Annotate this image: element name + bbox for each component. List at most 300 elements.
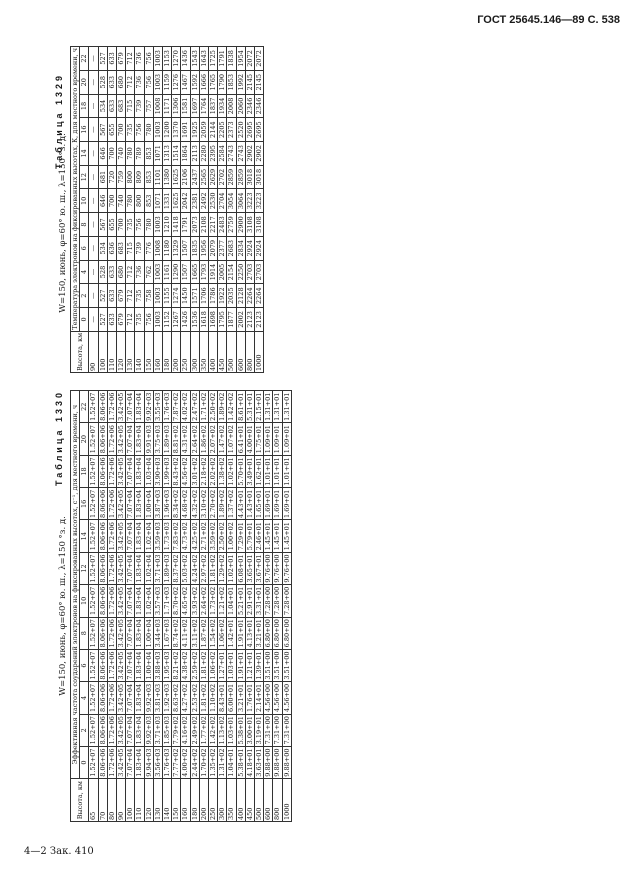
value-cell: 2.47+02 xyxy=(190,391,199,423)
altitude-cell: 350 xyxy=(199,331,208,372)
value-cell: 2106 xyxy=(181,165,190,189)
value-cell: 6.41+01 xyxy=(236,423,245,455)
value-cell: 1313 xyxy=(163,142,172,166)
altitude-header: Высота, км xyxy=(71,331,89,372)
value-cell: 3.11+02 xyxy=(190,617,199,649)
value-cell: 7.87+02 xyxy=(172,391,181,423)
value-cell: 2520 xyxy=(236,118,245,142)
hour-header: 12 xyxy=(80,552,89,584)
table-row xyxy=(163,391,172,822)
value-cell: 1418 xyxy=(172,213,181,237)
value-cell: 1.73+03 xyxy=(163,520,172,552)
value-cell: 2.49+02 xyxy=(190,714,199,746)
value-cell: 715 xyxy=(126,94,135,118)
value-cell: 2702 xyxy=(218,165,227,189)
value-cell: 853 xyxy=(144,165,153,189)
value-cell: 853 xyxy=(144,142,153,166)
value-cell: 1.27+01 xyxy=(218,649,227,681)
value-cell: 1.00+04 xyxy=(144,488,153,520)
value-cell: 6.08+01 xyxy=(236,552,245,584)
table-row xyxy=(264,391,273,822)
value-cell: 1.72+06 xyxy=(107,488,116,520)
hour-header: 20 xyxy=(80,70,89,94)
altitude-cell: 140 xyxy=(163,779,172,822)
value-cell: 1.06+02 xyxy=(209,649,218,681)
value-cell: 1.52+07 xyxy=(89,488,98,520)
value-cell: 1.81+02 xyxy=(199,649,208,681)
value-cell: 1.07+02 xyxy=(227,423,236,455)
value-cell: 1.31+02 xyxy=(218,746,227,778)
value-cell: 4.32+02 xyxy=(190,488,199,520)
table-row xyxy=(282,391,291,822)
value-cell: 679 xyxy=(117,47,126,71)
value-cell: 3223 xyxy=(245,189,254,213)
table-row xyxy=(255,391,264,822)
value-cell: 680 xyxy=(117,260,126,284)
value-cell: 7.28+00 xyxy=(264,585,273,617)
value-cell: 2264 xyxy=(255,284,264,308)
value-cell: 762 xyxy=(144,260,153,284)
value-cell: 1.52+07 xyxy=(89,520,98,552)
value-cell: 2346 xyxy=(245,94,254,118)
value-cell: 1.72+06 xyxy=(107,520,116,552)
value-cell: 736 xyxy=(135,260,144,284)
table-row xyxy=(144,391,153,822)
value-cell: 1.52+07 xyxy=(89,455,98,487)
altitude-cell: 800 xyxy=(245,331,254,372)
value-cell: 1.83+04 xyxy=(135,746,144,778)
value-cell: 1467 xyxy=(181,70,190,94)
hour-header: 8 xyxy=(80,213,89,237)
value-cell: 1592 xyxy=(190,70,199,94)
value-cell: 2145 xyxy=(245,70,254,94)
value-cell: 4.56+02 xyxy=(181,455,190,487)
table-row xyxy=(209,47,218,373)
altitude-cell: 1000 xyxy=(282,779,291,822)
altitude-cell: 250 xyxy=(181,331,190,372)
value-cell: 1370 xyxy=(172,118,181,142)
value-cell: 3.65+01 xyxy=(245,552,254,584)
value-cell: 1.99+03 xyxy=(163,455,172,487)
value-cell: 1.89+02 xyxy=(218,488,227,520)
hour-header: 0 xyxy=(80,308,89,332)
value-cell: 5.70+01 xyxy=(236,455,245,487)
value-cell: 735 xyxy=(126,213,135,237)
value-cell: 1625 xyxy=(172,189,181,213)
value-cell: 780 xyxy=(144,118,153,142)
value-cell: 853 xyxy=(144,189,153,213)
value-cell: 789 xyxy=(135,142,144,166)
value-cell: 3.81+03 xyxy=(153,682,162,714)
value-cell: 9.94+03 xyxy=(144,746,153,778)
hour-header: 12 xyxy=(80,165,89,189)
value-cell: 3223 xyxy=(255,189,264,213)
altitude-cell: 400 xyxy=(236,779,245,822)
value-cell: 2.14+01 xyxy=(255,682,264,714)
value-cell: 1003 xyxy=(153,118,162,142)
hour-header: 6 xyxy=(80,649,89,681)
value-cell: 3.10+02 xyxy=(199,488,208,520)
value-cell: 2113 xyxy=(190,142,199,166)
value-cell: 1507 xyxy=(181,236,190,260)
value-cell: 3.57+03 xyxy=(153,585,162,617)
value-cell: 528 xyxy=(98,260,107,284)
value-cell: 1003 xyxy=(153,284,162,308)
data-table xyxy=(70,46,264,373)
value-cell: 2123 xyxy=(255,308,264,332)
value-cell: 9.88+00 xyxy=(282,746,291,778)
value-cell: 1.31+01 xyxy=(273,391,282,423)
value-cell: 1331 xyxy=(163,189,172,213)
table-row xyxy=(218,47,227,373)
value-cell: 3.71+03 xyxy=(153,714,162,746)
value-cell: 2145 xyxy=(255,70,264,94)
table-row xyxy=(126,391,135,822)
hour-header: 4 xyxy=(80,682,89,714)
page-footer: 4—2 Зак. 410 xyxy=(24,846,94,857)
table-row xyxy=(245,391,254,822)
value-cell: 736 xyxy=(135,47,144,71)
value-cell: 2395 xyxy=(209,142,218,166)
hour-header: 14 xyxy=(80,520,89,552)
table-row xyxy=(89,391,98,822)
value-cell: 1992 xyxy=(236,70,245,94)
value-cell: 4.56+00 xyxy=(282,682,291,714)
value-cell: 7.07+04 xyxy=(126,552,135,584)
value-cell: 1.35+02 xyxy=(209,746,218,778)
value-cell: 1.31+01 xyxy=(264,391,273,423)
value-cell: 3.59+03 xyxy=(153,520,162,552)
value-cell: 1536 xyxy=(190,308,199,332)
value-cell: 700 xyxy=(117,118,126,142)
table-1329 xyxy=(54,48,568,373)
value-cell: 2900 xyxy=(236,213,245,237)
value-cell: 3.21+01 xyxy=(236,682,245,714)
table-row xyxy=(218,391,227,822)
altitude-cell: 450 xyxy=(218,331,227,372)
value-cell: 9.92+03 xyxy=(144,714,153,746)
value-cell: 1581 xyxy=(181,94,190,118)
value-cell: 2035 xyxy=(227,284,236,308)
value-cell: 2.50+02 xyxy=(209,391,218,423)
value-cell: 527 xyxy=(98,47,107,71)
value-cell: 780 xyxy=(144,213,153,237)
value-cell: 2492 xyxy=(199,189,208,213)
value-cell: 1267 xyxy=(172,308,181,332)
value-cell: 700 xyxy=(107,189,116,213)
value-cell: 8.21+02 xyxy=(172,649,181,681)
value-cell: 2217 xyxy=(209,213,218,237)
value-cell: 4.43+01 xyxy=(236,488,245,520)
value-cell: 700 xyxy=(107,142,116,166)
value-cell: 1.72+06 xyxy=(107,746,116,778)
value-cell: 8.06+06 xyxy=(98,682,107,714)
value-cell: 1643 xyxy=(199,47,208,71)
value-cell: 3.00+01 xyxy=(245,714,254,746)
value-cell: 3.75+03 xyxy=(153,423,162,455)
value-cell: 3.51+00 xyxy=(273,649,282,681)
hour-header: 22 xyxy=(80,391,89,423)
altitude-cell: 65 xyxy=(89,779,98,822)
value-cell: 1200 xyxy=(163,118,172,142)
value-cell: 712 xyxy=(126,70,135,94)
hour-header: 10 xyxy=(80,189,89,213)
table-row xyxy=(172,47,181,373)
value-cell: 633 xyxy=(107,284,116,308)
value-cell: 1.73+02 xyxy=(209,585,218,617)
value-cell: 1.76+03 xyxy=(163,746,172,778)
value-cell: 1.72+06 xyxy=(107,617,116,649)
value-cell: 1274 xyxy=(172,284,181,308)
value-cell: 2144 xyxy=(209,118,218,142)
value-cell: 1003 xyxy=(153,260,162,284)
value-cell: 2.02+02 xyxy=(209,455,218,487)
value-cell: 1276 xyxy=(172,70,181,94)
value-cell: 1.52+07 xyxy=(89,585,98,617)
altitude-header: Высота, км xyxy=(71,779,89,822)
value-cell: 3.42+05 xyxy=(117,423,126,455)
value-cell: 1.83+04 xyxy=(135,649,144,681)
value-cell: 633 xyxy=(107,308,116,332)
value-cell: — xyxy=(89,213,98,237)
altitude-cell: 200 xyxy=(172,331,181,372)
value-cell: 1838 xyxy=(227,47,236,71)
table-row xyxy=(181,47,190,373)
value-cell: 1697 xyxy=(190,94,199,118)
hour-header: 8 xyxy=(80,617,89,649)
value-cell: 1.52+07 xyxy=(89,714,98,746)
table-row xyxy=(199,47,208,373)
value-cell: 2.91+01 xyxy=(245,585,254,617)
value-cell: 9.88+00 xyxy=(264,746,273,778)
value-cell: 1.77+02 xyxy=(199,714,208,746)
table-caption: W=150, июнь, φ=60° ю. ш., λ=150 °з. д. xyxy=(58,133,68,313)
value-cell: 1.02+01 xyxy=(227,455,236,487)
value-cell: 2.64+02 xyxy=(199,585,208,617)
value-cell: 1.83+04 xyxy=(135,714,144,746)
value-cell: 800 xyxy=(135,189,144,213)
value-cell: 1.72+06 xyxy=(107,455,116,487)
value-cell: 1003 xyxy=(153,213,162,237)
value-cell: 3.51+00 xyxy=(264,649,273,681)
value-cell: 9.76+00 xyxy=(282,552,291,584)
value-cell: 3064 xyxy=(236,189,245,213)
value-cell: 2346 xyxy=(255,94,264,118)
value-cell: 740 xyxy=(117,189,126,213)
value-cell: 1.39+01 xyxy=(255,649,264,681)
value-cell: 3.42+05 xyxy=(117,649,126,681)
altitude-cell: 1000 xyxy=(255,331,264,372)
value-cell: 9.91+03 xyxy=(144,423,153,455)
value-cell: 1.89+02 xyxy=(218,391,227,423)
value-cell: 1925 xyxy=(190,118,199,142)
value-cell: 1507 xyxy=(181,260,190,284)
altitude-cell: 500 xyxy=(227,331,236,372)
value-cell: 528 xyxy=(98,70,107,94)
value-cell: 712 xyxy=(126,47,135,71)
value-cell: 2002 xyxy=(236,308,245,332)
value-cell: 1786 xyxy=(209,284,218,308)
value-cell: 2205 xyxy=(218,118,227,142)
value-cell: 1003 xyxy=(153,70,162,94)
value-cell: 2834 xyxy=(236,236,245,260)
hour-header: 4 xyxy=(80,260,89,284)
value-cell: 8.06+06 xyxy=(98,552,107,584)
value-cell: 735 xyxy=(135,308,144,332)
value-cell: 679 xyxy=(117,284,126,308)
value-cell: 4.65+02 xyxy=(181,585,190,617)
value-cell: — xyxy=(89,118,98,142)
value-cell: 4.11+02 xyxy=(181,617,190,649)
value-cell: 633 xyxy=(107,70,116,94)
value-cell: 1.43+01 xyxy=(245,488,254,520)
value-cell: 8.06+06 xyxy=(98,520,107,552)
table-row xyxy=(209,391,218,822)
value-cell: 1003 xyxy=(153,47,162,71)
value-cell: 756 xyxy=(135,213,144,237)
value-cell: 735 xyxy=(135,284,144,308)
value-cell: 1793 xyxy=(199,260,208,284)
value-cell: 3.42+05 xyxy=(117,585,126,617)
value-cell: 1.91+01 xyxy=(236,649,245,681)
altitude-cell: 180 xyxy=(163,331,172,372)
value-cell: 9.92+03 xyxy=(144,391,153,423)
value-cell: 681 xyxy=(98,165,107,189)
hour-header: 16 xyxy=(80,488,89,520)
value-cell: 636 xyxy=(107,236,116,260)
value-cell: 1.21+01 xyxy=(245,649,254,681)
value-cell: 3.42+05 xyxy=(117,746,126,778)
value-cell: 1.95+03 xyxy=(163,649,172,681)
value-cell: 1.37+02 xyxy=(227,488,236,520)
value-cell: 1790 xyxy=(218,70,227,94)
value-cell: 1914 xyxy=(209,260,218,284)
value-cell: 1.09+01 xyxy=(282,423,291,455)
value-cell: 2250 xyxy=(236,260,245,284)
altitude-cell: 600 xyxy=(236,331,245,372)
value-cell: 1.85+03 xyxy=(163,714,172,746)
value-cell: 1.45+01 xyxy=(264,520,273,552)
value-cell: 1.69+01 xyxy=(282,488,291,520)
table-row xyxy=(236,47,245,373)
value-cell: 3.87+03 xyxy=(153,488,162,520)
value-cell: 2695 xyxy=(245,118,254,142)
value-cell: 1.29+02 xyxy=(218,552,227,584)
value-cell: 534 xyxy=(98,94,107,118)
value-cell: 2695 xyxy=(255,118,264,142)
value-cell: 3.49+01 xyxy=(245,455,254,487)
value-cell: 1.02+04 xyxy=(144,552,153,584)
value-cell: 3.42+05 xyxy=(117,391,126,423)
value-cell: 1.02+04 xyxy=(144,520,153,552)
value-cell: 1.13+02 xyxy=(218,714,227,746)
value-cell: 7.07+04 xyxy=(126,682,135,714)
value-cell: 7.07+04 xyxy=(126,520,135,552)
value-cell: 3.90+03 xyxy=(153,455,162,487)
value-cell: 655 xyxy=(107,118,116,142)
value-cell: 2.46+01 xyxy=(255,520,264,552)
value-cell: 1.01+01 xyxy=(282,455,291,487)
value-cell: 2437 xyxy=(190,165,199,189)
value-cell: 1426 xyxy=(181,308,190,332)
value-cell: 1.00+04 xyxy=(144,649,153,681)
value-cell: 633 xyxy=(107,260,116,284)
altitude-cell: 150 xyxy=(144,331,153,372)
span-header: Эффективная частота соударений электронов на фиксированных высотах, с⁻¹, для местного времени, ч xyxy=(71,391,80,779)
value-cell: 9.92+03 xyxy=(144,682,153,714)
value-cell: 3108 xyxy=(245,213,254,237)
value-cell: 1571 xyxy=(190,284,199,308)
hour-header: 18 xyxy=(80,455,89,487)
value-cell: 1.62+01 xyxy=(255,455,264,487)
value-cell: 1.89+03 xyxy=(163,552,172,584)
value-cell: 1008 xyxy=(153,94,162,118)
value-cell: 740 xyxy=(117,142,126,166)
value-cell: 8.43+02 xyxy=(172,455,181,487)
value-cell: 2008 xyxy=(227,94,236,118)
table-row xyxy=(190,391,199,822)
value-cell: 3.59+02 xyxy=(209,520,218,552)
value-cell: 1698 xyxy=(209,308,218,332)
value-cell: 7.07+04 xyxy=(126,423,135,455)
value-cell: 700 xyxy=(117,213,126,237)
value-cell: 1864 xyxy=(181,142,190,166)
value-cell: 4.00+01 xyxy=(245,423,254,455)
value-cell: 1.10+02 xyxy=(209,682,218,714)
value-cell: 4.02+02 xyxy=(181,391,190,423)
value-cell: 1.42+02 xyxy=(227,391,236,423)
value-cell: 809 xyxy=(135,165,144,189)
value-cell: 3.63+01 xyxy=(255,746,264,778)
table-row xyxy=(227,391,236,822)
value-cell: 2629 xyxy=(209,165,218,189)
value-cell: — xyxy=(89,284,98,308)
value-cell: 7.07+04 xyxy=(126,617,135,649)
value-cell: 5.79+01 xyxy=(245,520,254,552)
value-cell: 7.07+04 xyxy=(126,455,135,487)
value-cell: 2902 xyxy=(255,142,264,166)
hour-header: 6 xyxy=(80,236,89,260)
value-cell: 1071 xyxy=(153,189,162,213)
value-cell: 567 xyxy=(98,118,107,142)
value-cell: 2059 xyxy=(199,118,208,142)
value-cell: 1922 xyxy=(218,284,227,308)
value-cell: 1.92+03 xyxy=(163,682,172,714)
value-cell: 1.00+04 xyxy=(144,617,153,649)
altitude-cell: 140 xyxy=(135,331,144,372)
value-cell: 8.70+02 xyxy=(172,585,181,617)
value-cell: 739 xyxy=(135,236,144,260)
table-row xyxy=(117,391,126,822)
value-cell: 1.81+02 xyxy=(209,552,218,584)
value-cell: 3.42+05 xyxy=(117,520,126,552)
value-cell: 3018 xyxy=(245,165,254,189)
value-cell: 1.52+07 xyxy=(89,423,98,455)
hour-header: 2 xyxy=(80,284,89,308)
value-cell: 7.79+02 xyxy=(172,714,181,746)
value-cell: 1.89+03 xyxy=(163,423,172,455)
value-cell: 4.73+02 xyxy=(181,520,190,552)
value-cell: 1.71+03 xyxy=(163,585,172,617)
value-cell: 5.03+02 xyxy=(181,552,190,584)
value-cell: 1.76+03 xyxy=(163,391,172,423)
value-cell: 4.24+02 xyxy=(190,552,199,584)
value-cell: 1.03+04 xyxy=(144,455,153,487)
value-cell: 1380 xyxy=(163,165,172,189)
value-cell: 2280 xyxy=(199,142,208,166)
value-cell: 2264 xyxy=(245,284,254,308)
value-cell: 3.42+05 xyxy=(117,714,126,746)
